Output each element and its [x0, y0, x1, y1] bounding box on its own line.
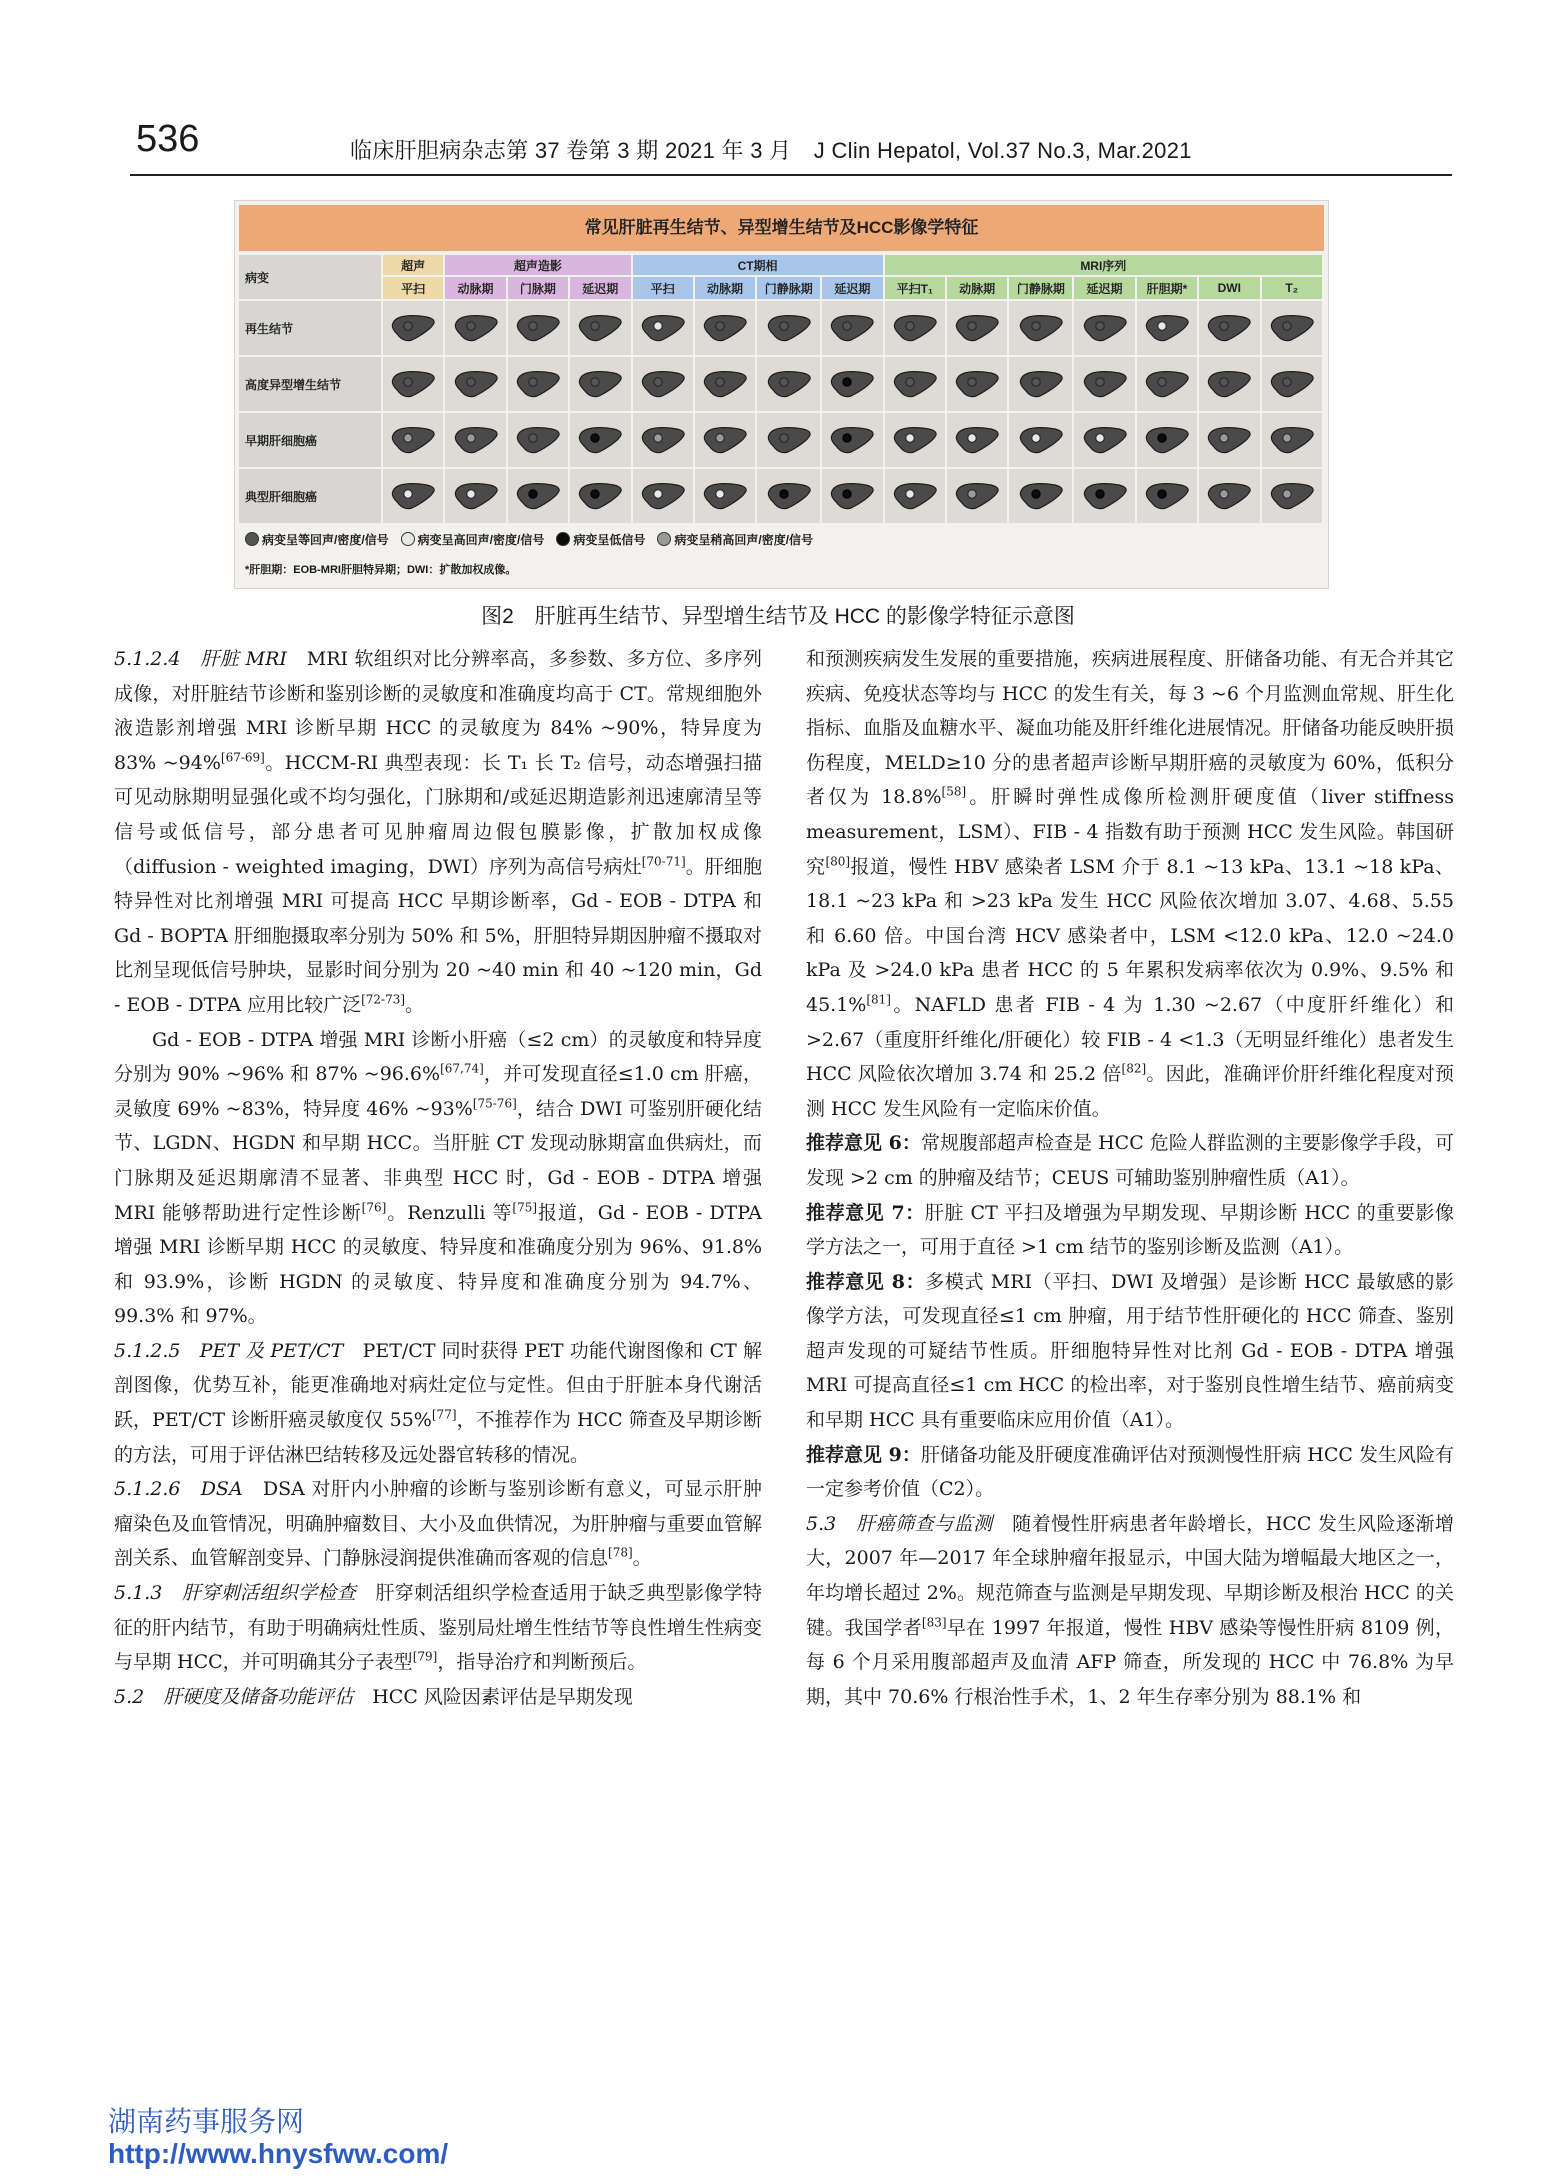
- legend-swatch-icon: [556, 532, 570, 546]
- liver-icon: [954, 313, 1000, 343]
- grid-cell: [1009, 301, 1074, 357]
- grid-cell: [1137, 357, 1199, 413]
- liver-icon: [577, 313, 623, 343]
- liver-icon: [1082, 481, 1128, 511]
- figure-2: [234, 200, 1329, 589]
- citation-ref: [82]: [1121, 1061, 1147, 1076]
- section-heading: 5.2 肝硬度及储备功能评估: [114, 1685, 373, 1708]
- liver-icon: [892, 425, 938, 455]
- grid-cell: [445, 301, 507, 357]
- legend-swatch-icon: [401, 532, 415, 546]
- citation-ref: [75]: [512, 1200, 538, 1215]
- citation-ref: [72-73]: [361, 992, 406, 1007]
- liver-icon: [1018, 369, 1064, 399]
- grid-cell: [1009, 357, 1074, 413]
- liver-icon: [453, 369, 499, 399]
- grid-cell: [822, 413, 884, 469]
- grid-cell: [695, 469, 757, 525]
- liver-icon: [1082, 425, 1128, 455]
- paragraph-continued: 和预测疾病发生发展的重要措施，疾病进展程度、肝储备功能、有无合并其它疾病、免疫状态等均与 HCC 的发生有关，每 3 ~6 个月监测血常规、肝生化指标、血脂及血糖水平、凝血功能及肝纤维化进展情况。肝储备功能反映肝损伤程度，MELD≥10 分的患者超声诊断早期肝癌的灵敏度为 60%，低积分者仅为 18.8%[58]。肝瞬时弹性成像所检测肝硬度值（liver stiffness measurement，LSM）、FIB - 4 指数有助于预测 HCC 发生风险。韩国研究[80]报道，慢性 HBV 感染者 LSM 介于 8.1 ~13 kPa、13.1 ~18 kPa、18.1 ~23 kPa 和 >23 kPa 发生 HCC 风险依次增加 3.07、4.68、5.55 和 6.60 倍。中国台湾 HCV 感染者中，LSM <12.0 kPa、12.0 ~24.0 kPa 及 >24.0 kPa 患者 HCC 的 5 年累积发病率依次为 0.9%、9.5% 和 45.1%[81]。NAFLD 患者 FIB - 4 为 1.30 ~2.67（中度肝纤维化）和 >2.67（重度肝纤维化/肝硬化）较 FIB - 4 <1.3（无明显纤维化）患者发生 HCC 风险依次增加 3.74 和 25.2 倍[82]。因此，准确评价肝纤维化程度对预测 HCC 发生风险有一定临床价值。: [806, 648, 1454, 1120]
- grid-cell: [383, 413, 445, 469]
- liver-icon: [390, 313, 436, 343]
- liver-icon: [515, 425, 561, 455]
- grid-cell: [633, 413, 695, 469]
- liver-icon: [829, 313, 875, 343]
- grid-cell: [570, 469, 632, 525]
- legend-item: [657, 533, 813, 547]
- grid-cell: [1137, 469, 1199, 525]
- citation-ref: [67,74]: [440, 1061, 484, 1076]
- row-label-text: 早期肝细胞癌: [245, 433, 318, 448]
- liver-icon: [1018, 481, 1064, 511]
- grid-cell: [1009, 469, 1074, 525]
- liver-icon: [702, 313, 748, 343]
- liver-icon: [390, 481, 436, 511]
- footer-site-url[interactable]: http://www.hnysfww.com/: [108, 2138, 449, 2169]
- liver-icon: [1018, 313, 1064, 343]
- liver-icon: [515, 481, 561, 511]
- liver-icon: [515, 313, 561, 343]
- recommendation-label: 推荐意见 8：: [806, 1270, 926, 1293]
- grid-cell: [695, 413, 757, 469]
- column-header: 动脉期: [947, 277, 1009, 301]
- figure-note: *肝胆期：EOB-MRI肝胆特异期；DWI：扩散加权成像。: [245, 564, 517, 576]
- grid-cell: [1262, 301, 1325, 357]
- imaging-feature-grid: [239, 255, 1324, 525]
- grid-cell: [1074, 301, 1136, 357]
- liver-icon: [577, 481, 623, 511]
- legend-text: 病变呈低信号: [573, 533, 646, 547]
- grid-cell: [445, 357, 507, 413]
- liver-icon: [766, 369, 812, 399]
- recommendation: 推荐意见 7：肝脏 CT 平扫及增强为早期发现、早期诊断 HCC 的重要影像学方法之一，可用于直径 >1 cm 结节的鉴别诊断及监测（A1）。: [806, 1201, 1454, 1259]
- grid-cell: [445, 413, 507, 469]
- grid-cell: [445, 469, 507, 525]
- grid-cell: [1199, 469, 1261, 525]
- liver-icon: [453, 313, 499, 343]
- legend-item: [245, 533, 389, 547]
- liver-icon: [954, 369, 1000, 399]
- grid-cell: [1074, 469, 1136, 525]
- grid-cell: [1074, 413, 1136, 469]
- column-header: 门静脉期: [757, 277, 822, 301]
- section-heading: 5.3 肝癌筛查与监测: [806, 1512, 1013, 1535]
- section-heading: 5.1.2.5 PET 及 PET/CT: [114, 1339, 363, 1362]
- recommendation: 推荐意见 8：多模式 MRI（平扫、DWI 及增强）是诊断 HCC 最敏感的影像学方法，可发现直径≤1 cm 肿瘤，用于结节性肝硬化的 HCC 筛查、鉴别超声发现的可疑结节性质。肝细胞特异性对比剂 Gd - EOB - DTPA 增强 MRI 可提高直径≤1 cm HCC 的检出率，对于鉴别良性增生结节、癌前病变和早期 HCC 具有重要临床应用价值（A1）。: [806, 1270, 1454, 1432]
- grid-cell: [822, 301, 884, 357]
- citation-ref: [70-71]: [641, 854, 686, 869]
- running-title: 临床肝胆病杂志第 37 卷第 3 期 2021 年 3 月 J Clin Hepatol, Vol.37 No.3, Mar.2021: [350, 138, 1192, 163]
- row-label-0: [239, 301, 383, 357]
- liver-icon: [640, 425, 686, 455]
- liver-icon: [1269, 313, 1315, 343]
- liver-icon: [1269, 481, 1315, 511]
- grid-cell: [633, 469, 695, 525]
- citation-ref: [76]: [361, 1200, 387, 1215]
- citation-ref: [67-69]: [220, 750, 265, 765]
- liver-icon: [766, 481, 812, 511]
- paragraph: Gd - EOB - DTPA 增强 MRI 诊断小肝癌（≤2 cm）的灵敏度和特异度分别为 90% ~96% 和 87% ~96.6%[67,74]，并可发现直径≤1.0 cm 肝癌，灵敏度 69% ~83%，特异度 46% ~93%[75-76]，结合 DWI 可鉴别肝硬化结节、LGDN、HGDN 和早期 HCC。当肝脏 CT 发现动脉期富血供病灶，而门脉期及延迟期廓清不显著、非典型 HCC 时，Gd - EOB - DTPA 增强 MRI 能够帮助进行定性诊断[76]。Renzulli 等[75]报道，Gd - EOB - DTPA 增强 MRI 诊断早期 HCC 的灵敏度、特异度和准确度分别为 96%、91.8% 和 93.9%，诊断 HGDN 的灵敏度、特异度和准确度分别为 94.7%、99.3% 和 97%。: [114, 1028, 763, 1328]
- section-5-1-2-6: 5.1.2.6 DSA DSA 对肝内小肿瘤的诊断与鉴别诊断有意义，可显示肝肿瘤染色及血管情况，明确肿瘤数目、大小及血供情况，为肝肿瘤与重要血管解剖关系、血管解剖变异、门静脉浸润提供准确而客观的信息[78]。: [114, 1478, 763, 1570]
- citation-ref: [79]: [412, 1649, 438, 1664]
- grid-cell: [383, 301, 445, 357]
- grid-cell: [757, 357, 822, 413]
- grid-cell: [885, 413, 947, 469]
- liver-icon: [829, 425, 875, 455]
- section-5-2: 5.2 肝硬度及储备功能评估 HCC 风险因素评估是早期发现: [114, 1685, 633, 1708]
- liver-icon: [892, 481, 938, 511]
- citation-ref: [78]: [608, 1546, 633, 1561]
- liver-icon: [1144, 481, 1190, 511]
- recommendation: 推荐意见 9：肝储备功能及肝硬度准确评估对预测慢性肝病 HCC 发生风险有一定参考价值（C2）。: [806, 1443, 1454, 1501]
- liver-icon: [1144, 313, 1190, 343]
- group-header-us: 超声: [383, 255, 445, 277]
- section-heading: 5.1.2.4 肝脏 MRI: [114, 648, 307, 670]
- figure-title: 常见肝脏再生结节、异型增生结节及HCC影像学特征: [239, 205, 1324, 251]
- row-label-1: [239, 357, 383, 413]
- liver-icon: [1144, 369, 1190, 399]
- citation-ref: [77]: [431, 1407, 457, 1422]
- liver-icon: [1082, 369, 1128, 399]
- row-label-3: [239, 469, 383, 525]
- grid-cell: [570, 413, 632, 469]
- liver-icon: [577, 425, 623, 455]
- grid-cell: [1199, 301, 1261, 357]
- liver-icon: [1269, 369, 1315, 399]
- grid-cell: [508, 469, 570, 525]
- citation-ref: [81]: [866, 992, 891, 1007]
- recommendation: 推荐意见 6：常规腹部超声检查是 HCC 危险人群监测的主要影像学手段，可发现 >2 cm 的肿瘤及结节；CEUS 可辅助鉴别肿瘤性质（A1）。: [806, 1132, 1454, 1189]
- grid-cell: [885, 469, 947, 525]
- grid-cell: [1137, 301, 1199, 357]
- grid-cell: [633, 357, 695, 413]
- grid-cell: [947, 413, 1009, 469]
- liver-icon: [954, 425, 1000, 455]
- section-5-3: 5.3 肝癌筛查与监测 随着慢性肝病患者年龄增长，HCC 发生风险逐渐增大，2007 年—2017 年全球肿瘤年报显示，中国大陆为增幅最大地区之一，年均增长超过 2%。规范筛查与监测是早期发现、早期诊断及根治 HCC 的关键。我国学者[83]早在 1997 年报道，慢性 HBV 感染等慢性肝病 8109 例，每 6 个月采用腹部超声及血清 AFP 筛查，所发现的 HCC 中 76.8% 为早期，其中 70.6% 行根治性手术，1、2 年生存率分别为 88.1% 和: [806, 1512, 1454, 1708]
- legend-swatch-icon: [657, 532, 671, 546]
- liver-icon: [1269, 425, 1315, 455]
- column-header: 平扫T₁: [885, 277, 947, 301]
- liver-icon: [640, 313, 686, 343]
- section-5-1-2-4: 5.1.2.4 肝脏 MRI MRI 软组织对比分辨率高，多参数、多方位、多序列成像，对肝脏结节诊断和鉴别诊断的灵敏度和准确度均高于 CT。常规细胞外液造影剂增强 MRI 诊断早期 HCC 的灵敏度为 84% ~90%，特异度为 83% ~94%[67-69]。HCCM-RI 典型表现：长 T₁ 长 T₂ 信号，动态增强扫描可见动脉期明显强化或不均匀强化，门脉期和/或延迟期造影剂迅速廓清呈等信号或低信号，部分患者可见肿瘤周边假包膜影像，扩散加权成像（diffusion - weighted imaging，DWI）序列为高信号病灶[70-71]。肝细胞特异性对比剂增强 MRI 可提高 HCC 早期诊断率，Gd - EOB - DTPA 和 Gd - BOPTA 肝细胞摄取率分别为 50% 和 5%，肝胆特异期因肿瘤不摄取对比剂呈现低信号肿块，显影时间分别为 20 ~40 min 和 40 ~120 min，Gd - EOB - DTPA 应用比较广泛[72-73]。: [114, 648, 763, 1016]
- grid-cell: [695, 357, 757, 413]
- liver-icon: [1206, 425, 1252, 455]
- grid-cell: [508, 357, 570, 413]
- grid-cell: [1137, 413, 1199, 469]
- grid-cell: [1199, 357, 1261, 413]
- column-header: 动脉期: [445, 277, 507, 301]
- section-5-1-2-5: 5.1.2.5 PET 及 PET/CT PET/CT 同时获得 PET 功能代谢图像和 CT 解剖图像，优势互补，能更准确地对病灶定位与定性。但由于肝脏本身代谢活跃，PET/CT 诊断肝癌灵敏度仅 55%[77]，不推荐作为 HCC 筛查及早期诊断的方法，可用于评估淋巴结转移及远处器官转移的情况。: [114, 1339, 763, 1466]
- row-header-label: 病变: [239, 255, 383, 301]
- grid-cell: [947, 301, 1009, 357]
- grid-cell: [508, 301, 570, 357]
- liver-icon: [640, 369, 686, 399]
- grid-cell: [1262, 413, 1325, 469]
- grid-cell: [633, 301, 695, 357]
- grid-cell: [570, 301, 632, 357]
- column-header: 门静脉期: [1009, 277, 1074, 301]
- row-label-text: 典型肝细胞癌: [245, 489, 318, 504]
- column-header: 门脉期: [508, 277, 570, 301]
- citation-ref: [83]: [921, 1615, 947, 1630]
- column-header: 延迟期: [1074, 277, 1136, 301]
- liver-icon: [954, 481, 1000, 511]
- grid-cell: [757, 413, 822, 469]
- column-header: 平扫: [633, 277, 695, 301]
- liver-icon: [829, 369, 875, 399]
- group-header-mri: MRI序列: [885, 255, 1324, 277]
- liver-icon: [702, 481, 748, 511]
- page-number: 536: [136, 118, 200, 160]
- liver-icon: [766, 313, 812, 343]
- liver-icon: [829, 481, 875, 511]
- column-header: 延迟期: [822, 277, 884, 301]
- grid-cell: [757, 469, 822, 525]
- liver-icon: [702, 425, 748, 455]
- recommendation-label: 推荐意见 7：: [806, 1201, 925, 1224]
- section-heading: 5.1.3 肝穿刺活组织学检查: [114, 1582, 376, 1605]
- right-column: [806, 642, 1454, 1714]
- grid-cell: [570, 357, 632, 413]
- grid-cell: [1262, 469, 1325, 525]
- grid-cell: [757, 301, 822, 357]
- liver-icon: [1206, 481, 1252, 511]
- liver-icon: [892, 369, 938, 399]
- figure-legend: [245, 531, 825, 548]
- grid-cell: [508, 413, 570, 469]
- grid-cell: [383, 469, 445, 525]
- column-header: 平扫: [383, 277, 445, 301]
- column-header: T₂: [1262, 277, 1325, 301]
- liver-icon: [1082, 313, 1128, 343]
- group-header-ceus: 超声造影: [445, 255, 632, 277]
- section-heading: 5.1.2.6 DSA: [114, 1478, 263, 1501]
- liver-icon: [515, 369, 561, 399]
- citation-ref: [80]: [825, 854, 851, 869]
- row-label-text: 再生结节: [245, 321, 294, 336]
- legend-text: 病变呈等回声/密度/信号: [262, 533, 389, 547]
- footer-site-name: 湖南药事服务网: [108, 2105, 305, 2138]
- liver-icon: [766, 425, 812, 455]
- liver-icon: [702, 369, 748, 399]
- grid-cell: [1074, 357, 1136, 413]
- column-header: 动脉期: [695, 277, 757, 301]
- row-label-2: [239, 413, 383, 469]
- legend-swatch-icon: [245, 532, 259, 546]
- figure-caption: 图2 肝脏再生结节、异型增生结节及 HCC 的影像学特征示意图: [481, 605, 1075, 628]
- recommendation-label: 推荐意见 9：: [806, 1443, 921, 1466]
- column-header: 延迟期: [570, 277, 632, 301]
- group-header-ct: CT期相: [633, 255, 885, 277]
- grid-cell: [822, 469, 884, 525]
- liver-icon: [1206, 369, 1252, 399]
- left-column: [114, 642, 762, 1714]
- running-header: [130, 118, 1452, 166]
- grid-cell: [947, 469, 1009, 525]
- recommendation-label: 推荐意见 6：: [806, 1132, 921, 1155]
- liver-icon: [453, 425, 499, 455]
- liver-icon: [640, 481, 686, 511]
- legend-text: 病变呈稍高回声/密度/信号: [674, 533, 814, 547]
- legend-item: [401, 533, 545, 547]
- liver-icon: [1018, 425, 1064, 455]
- section-5-1-3: 5.1.3 肝穿刺活组织学检查 肝穿刺活组织学检查适用于缺乏典型影像学特征的肝内结节，有助于明确病灶性质、鉴别局灶增生性结节等良性增生性病变与早期 HCC，并可明确其分子表型[79]，指导治疗和判断预后。: [114, 1582, 762, 1674]
- citation-ref: [75-76]: [472, 1096, 517, 1111]
- citation-ref: [58]: [941, 785, 967, 800]
- liver-icon: [390, 425, 436, 455]
- legend-text: 病变呈高回声/密度/信号: [417, 533, 545, 547]
- grid-cell: [1262, 357, 1325, 413]
- liver-icon: [453, 481, 499, 511]
- column-header: 肝胆期*: [1137, 277, 1199, 301]
- header-rule: [130, 174, 1452, 176]
- grid-cell: [1199, 413, 1261, 469]
- row-label-text: 高度异型增生结节: [245, 377, 342, 392]
- grid-cell: [695, 301, 757, 357]
- liver-icon: [577, 369, 623, 399]
- grid-cell: [1009, 413, 1074, 469]
- liver-icon: [892, 313, 938, 343]
- legend-item: [556, 533, 645, 547]
- column-header: DWI: [1199, 277, 1261, 301]
- grid-cell: [885, 301, 947, 357]
- liver-icon: [1144, 425, 1190, 455]
- liver-icon: [1206, 313, 1252, 343]
- grid-cell: [822, 357, 884, 413]
- grid-cell: [383, 357, 445, 413]
- grid-cell: [947, 357, 1009, 413]
- liver-icon: [390, 369, 436, 399]
- grid-cell: [885, 357, 947, 413]
